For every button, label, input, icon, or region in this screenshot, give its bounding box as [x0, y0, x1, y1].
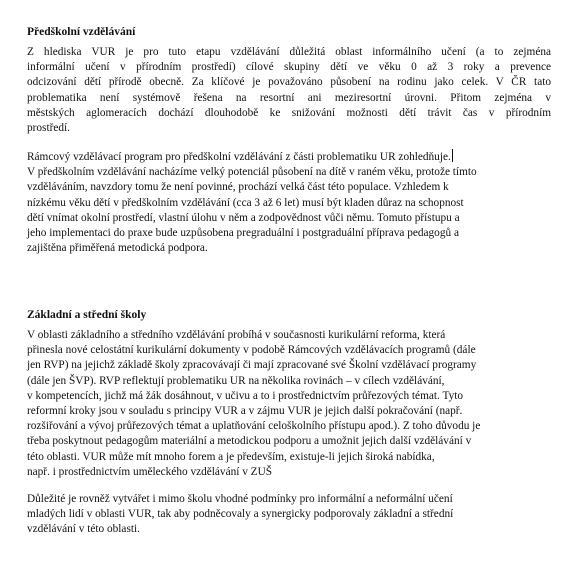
text-line-with-caret[interactable]: [27, 149, 551, 165]
heading-predskolni: Předškolní vzdělávání: [27, 26, 136, 38]
text-line: v kompetencích, jichž má žák dosáhnout, v učivu a to i prostřednictvím průřezových témat. Tyto: [27, 389, 464, 402]
text-line: Z hlediska VUR je pro tuto etapu vzdělávání důležitá oblast informálního učení (a to zejména: [27, 46, 551, 58]
text-line: V předškolním vzdělávání nacházíme velký potenciál působení na dítě v raném věku, protože tímto: [27, 166, 477, 179]
text-line: vzdělávání v této oblasti.: [27, 523, 140, 536]
text-line: informální učení v přírodním prostředí) cílové skupiny dětí ve věku 0 až 3 roky a prevence: [27, 61, 551, 74]
text-line: vzděláváním, navzdory tomu že není povinné, prochází velká část této populace. Vzhledem k: [27, 181, 449, 194]
text-line: rozšiřování a vývoj průřezových témat a uplatňování celoškolního přístupu apod.). Z toho důvodu je: [27, 420, 481, 433]
text-cursor: [452, 149, 453, 162]
heading-zakladni-stredni: Základní a střední školy: [27, 309, 147, 321]
paragraph-zakladni-2: [27, 492, 551, 538]
text-line: prostředí.: [27, 122, 70, 135]
paragraph-zakladni-1: [27, 328, 551, 480]
text-line: městských aglomeracích dochází dlouhodobě ke snižování možnosti dětí trávit čas v přírodním: [27, 106, 551, 119]
text-line: třeba poskytnout pedagogům materiální a metodickou podporu a umožnit jejich další vzdělávání v: [27, 435, 472, 448]
text-line: jen RVP) na jejichž základě školy zpracovávají či mají zpracované své Školní vzdělávací programy: [27, 359, 477, 372]
text-line: např. i prostřednictvím uměleckého vzdělávání v ZUŠ: [27, 465, 273, 478]
text-line: přinesla nové celostátní kurikulární dokumenty v podobě Rámcových vzdělávacích programů (dále: [27, 344, 476, 357]
text-line: odcizování dětí přírodě obecně. Za klíčové je považováno působení na rodinu jako celek. V ČR tato: [27, 76, 551, 89]
text-line: V oblasti základního a středního vzdělávání probíhá v současnosti kurikulární reforma, která: [27, 329, 446, 341]
text-line: Důležité je rovněž vytvářet i mimo školu vhodné podmínky pro informální a neformální učení: [27, 493, 453, 505]
text-line: mladých lidí v oblasti VUR, tak aby podněcovaly a synergicky podporovaly základní a střední: [27, 508, 454, 521]
text-line: jeho implementaci do praxe bude uzpůsobena pregraduální i postgraduální příprava pedagogů a: [27, 227, 459, 240]
text-line: dětí vnímat okolní prostředí, vlastní úlohu v něm a zodpovědnost vůči němu. Tomuto přístupu a: [27, 211, 460, 224]
text-line: (dále jen ŠVP). RVP reflektují problematiku UR na několika rovinách – v cílech vzdělávání,: [27, 374, 445, 387]
text-line: nízkému věku dětí v předškolním vzdělávání (cca 3 až 6 let) musí být kladen důraz na schopnost: [27, 196, 464, 209]
text-line: této oblasti. VUR může mít mnoho forem a je především, existuje-li jejich široká nabídka,: [27, 450, 435, 463]
text-line: zajištěna přiměřená metodická podpora.: [27, 242, 208, 255]
text-line: reformní kroky jsou v souladu s principy VUR a v zájmu VUR je jejich další pokračování (např.: [27, 405, 463, 418]
paragraph-predskolni-1: [27, 45, 551, 136]
text-line: Rámcový vzdělávací program pro předškolní vzdělávání z části problematiku UR zohledňuje.: [27, 151, 451, 163]
text-line: problematika není systémově řešena na resortní ani meziresortní úrovni. Přitom zejména v: [27, 91, 551, 104]
paragraph-predskolni-2[interactable]: [27, 149, 551, 256]
